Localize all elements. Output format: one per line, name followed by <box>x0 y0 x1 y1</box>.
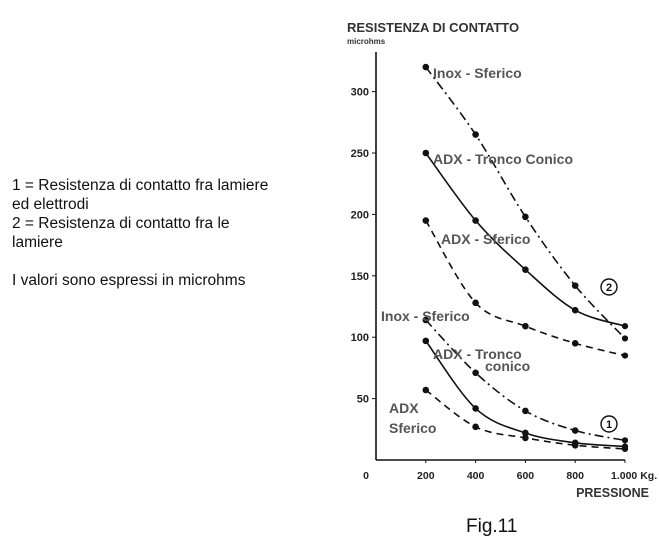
series-label-continued: Sferico <box>389 420 437 436</box>
y-tick-label: 250 <box>350 148 369 160</box>
data-point <box>423 64 430 71</box>
series-label-continued: conico <box>485 358 531 374</box>
series-layer <box>423 64 629 452</box>
data-point <box>522 435 529 442</box>
data-point <box>423 338 430 345</box>
x-tick-label: 800 <box>566 470 584 482</box>
y-tick-label: 100 <box>350 332 369 345</box>
note-line: lamiere <box>12 234 63 251</box>
series-label: ADX <box>389 400 419 416</box>
data-point <box>423 387 430 394</box>
data-point <box>472 370 479 377</box>
x-tick-label: 1.000 Kg. <box>611 470 658 482</box>
data-point <box>522 214 529 221</box>
group-marker-label: 1 <box>605 419 613 431</box>
data-point <box>522 408 529 415</box>
data-point <box>572 282 579 289</box>
series-label: Inox - Sferico <box>433 65 522 81</box>
data-point <box>572 442 579 449</box>
x-tick-label: 200 <box>417 470 435 482</box>
group-marker-label: 2 <box>605 282 613 294</box>
data-point <box>622 335 628 341</box>
data-point <box>472 424 479 431</box>
data-point <box>472 217 479 224</box>
data-point <box>622 446 628 452</box>
data-point <box>522 323 529 330</box>
chart-title: RESISTENZA DI CONTATTO <box>347 20 520 35</box>
x-tick-label: 600 <box>516 470 535 482</box>
series-label: ADX - Tronco Conico <box>433 151 573 167</box>
y-tick-label: 200 <box>350 209 369 222</box>
note-line: ed elettrodi <box>12 196 89 213</box>
group-markers <box>601 279 617 432</box>
data-point <box>472 405 479 412</box>
note-line: 2 = Resistenza di contatto fra le <box>12 215 230 232</box>
x-tick-label: 0 <box>363 470 369 482</box>
axes <box>376 52 625 460</box>
note-line: 1 = Resistenza di contatto fra lamiere <box>12 177 269 194</box>
y-tick-label: 50 <box>356 393 369 406</box>
y-axis-label: microhms <box>347 37 386 46</box>
data-point <box>572 307 579 314</box>
data-point <box>522 266 529 273</box>
series-label: ADX - Tronco <box>433 346 522 362</box>
data-point <box>622 437 628 443</box>
data-point <box>622 323 628 329</box>
data-point <box>572 427 579 434</box>
series-line <box>426 320 625 440</box>
data-point <box>622 353 628 359</box>
data-point <box>423 150 430 157</box>
series-label: ADX - Sferico <box>441 231 531 247</box>
figure-caption: Fig.11 <box>466 516 518 537</box>
series-line <box>426 67 625 338</box>
data-point <box>472 300 479 307</box>
x-tick-label: 400 <box>466 470 485 482</box>
series-labels <box>381 65 573 436</box>
y-tick-label: 150 <box>350 270 369 283</box>
y-tick-label: 300 <box>350 86 369 99</box>
series-label: Inox - Sferico <box>381 308 470 324</box>
data-point <box>423 217 430 224</box>
data-point <box>472 131 479 138</box>
x-axis-label: PRESSIONE <box>576 486 649 500</box>
data-point <box>572 340 579 347</box>
note-line: I valori sono espressi in microhms <box>12 272 246 289</box>
